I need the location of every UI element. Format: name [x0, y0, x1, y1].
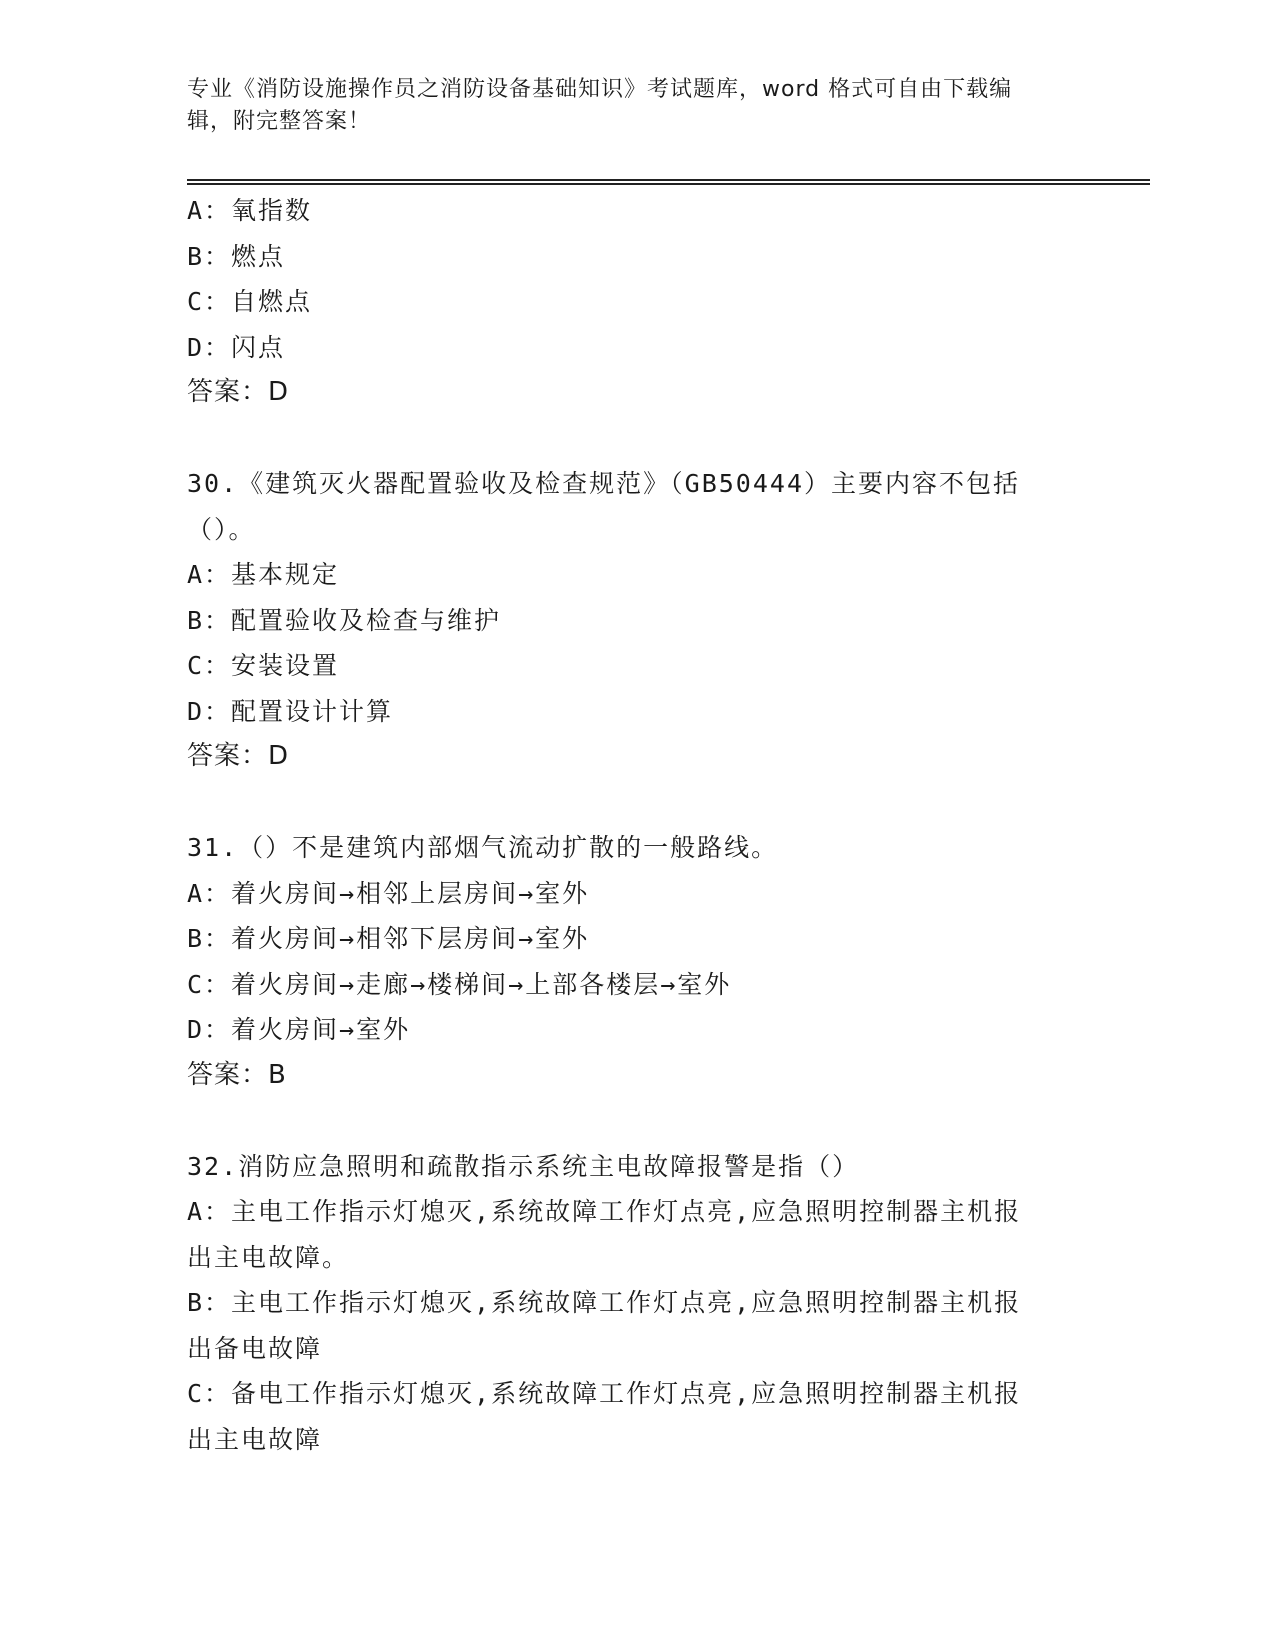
- option-a: A：主电工作指示灯熄灭,系统故障工作灯点亮,应急照明控制器主机报: [187, 1197, 1022, 1226]
- option-a-cont: 出主电故障。: [187, 1242, 350, 1272]
- option-c-cont: 出主电故障: [187, 1424, 323, 1454]
- option-a: A：基本规定: [187, 560, 340, 589]
- option-b-cont: 出备电故障: [187, 1333, 323, 1363]
- header-divider-bottom: [187, 183, 1150, 185]
- answer: 答案：D: [187, 741, 290, 771]
- option-b: B：燃点: [187, 241, 286, 271]
- option-d: D：着火房间→室外: [187, 1015, 411, 1044]
- option-d: D：配置设计计算: [187, 696, 394, 726]
- question-stem: 30.《建筑灭火器配置验收及检查规范》（GB50444）主要内容不包括: [187, 469, 1021, 498]
- spacer: [187, 780, 1087, 826]
- header-line-1: 专业《消防设施操作员之消防设备基础知识》考试题库，word 格式可自由下载编: [187, 77, 1013, 102]
- answer: 答案：B: [187, 1059, 287, 1090]
- header-divider-top: [187, 179, 1150, 181]
- question-stem: 32.消防应急照明和疏散指示系统主电故障报警是指（）: [187, 1151, 860, 1181]
- option-c: C：着火房间→走廊→楼梯间→上部各楼层→室外: [187, 969, 732, 999]
- option-c: C：安装设置: [187, 651, 340, 680]
- question-30: [187, 461, 1087, 780]
- option-b: B：配置验收及检查与维护: [187, 605, 502, 635]
- option-c: C：备电工作指示灯熄灭,系统故障工作灯点亮,应急照明控制器主机报: [187, 1379, 1022, 1408]
- option-b: B：主电工作指示灯熄灭,系统故障工作灯点亮,应急照明控制器主机报: [187, 1288, 1022, 1317]
- option-d: D：闪点: [187, 332, 286, 362]
- spacer: [187, 1098, 1087, 1144]
- option-a: A：着火房间→相邻上层房间→室外: [187, 878, 590, 908]
- header-line-2: 辑，附完整答案！: [187, 109, 372, 134]
- question-list: [187, 188, 1087, 1462]
- option-b: B：着火房间→相邻下层房间→室外: [187, 924, 590, 953]
- question-stem-cont: （）。: [187, 514, 256, 544]
- option-a: A：氧指数: [187, 196, 313, 225]
- spacer: [187, 416, 1087, 462]
- question-31: [187, 825, 1087, 1098]
- question-32: [187, 1144, 1087, 1463]
- question-29: [187, 188, 1087, 416]
- document-header: [187, 74, 1067, 138]
- option-c: C：自燃点: [187, 287, 313, 316]
- answer: 答案：D: [187, 377, 290, 407]
- question-stem: 31.（）不是建筑内部烟气流动扩散的一般路线。: [187, 833, 779, 862]
